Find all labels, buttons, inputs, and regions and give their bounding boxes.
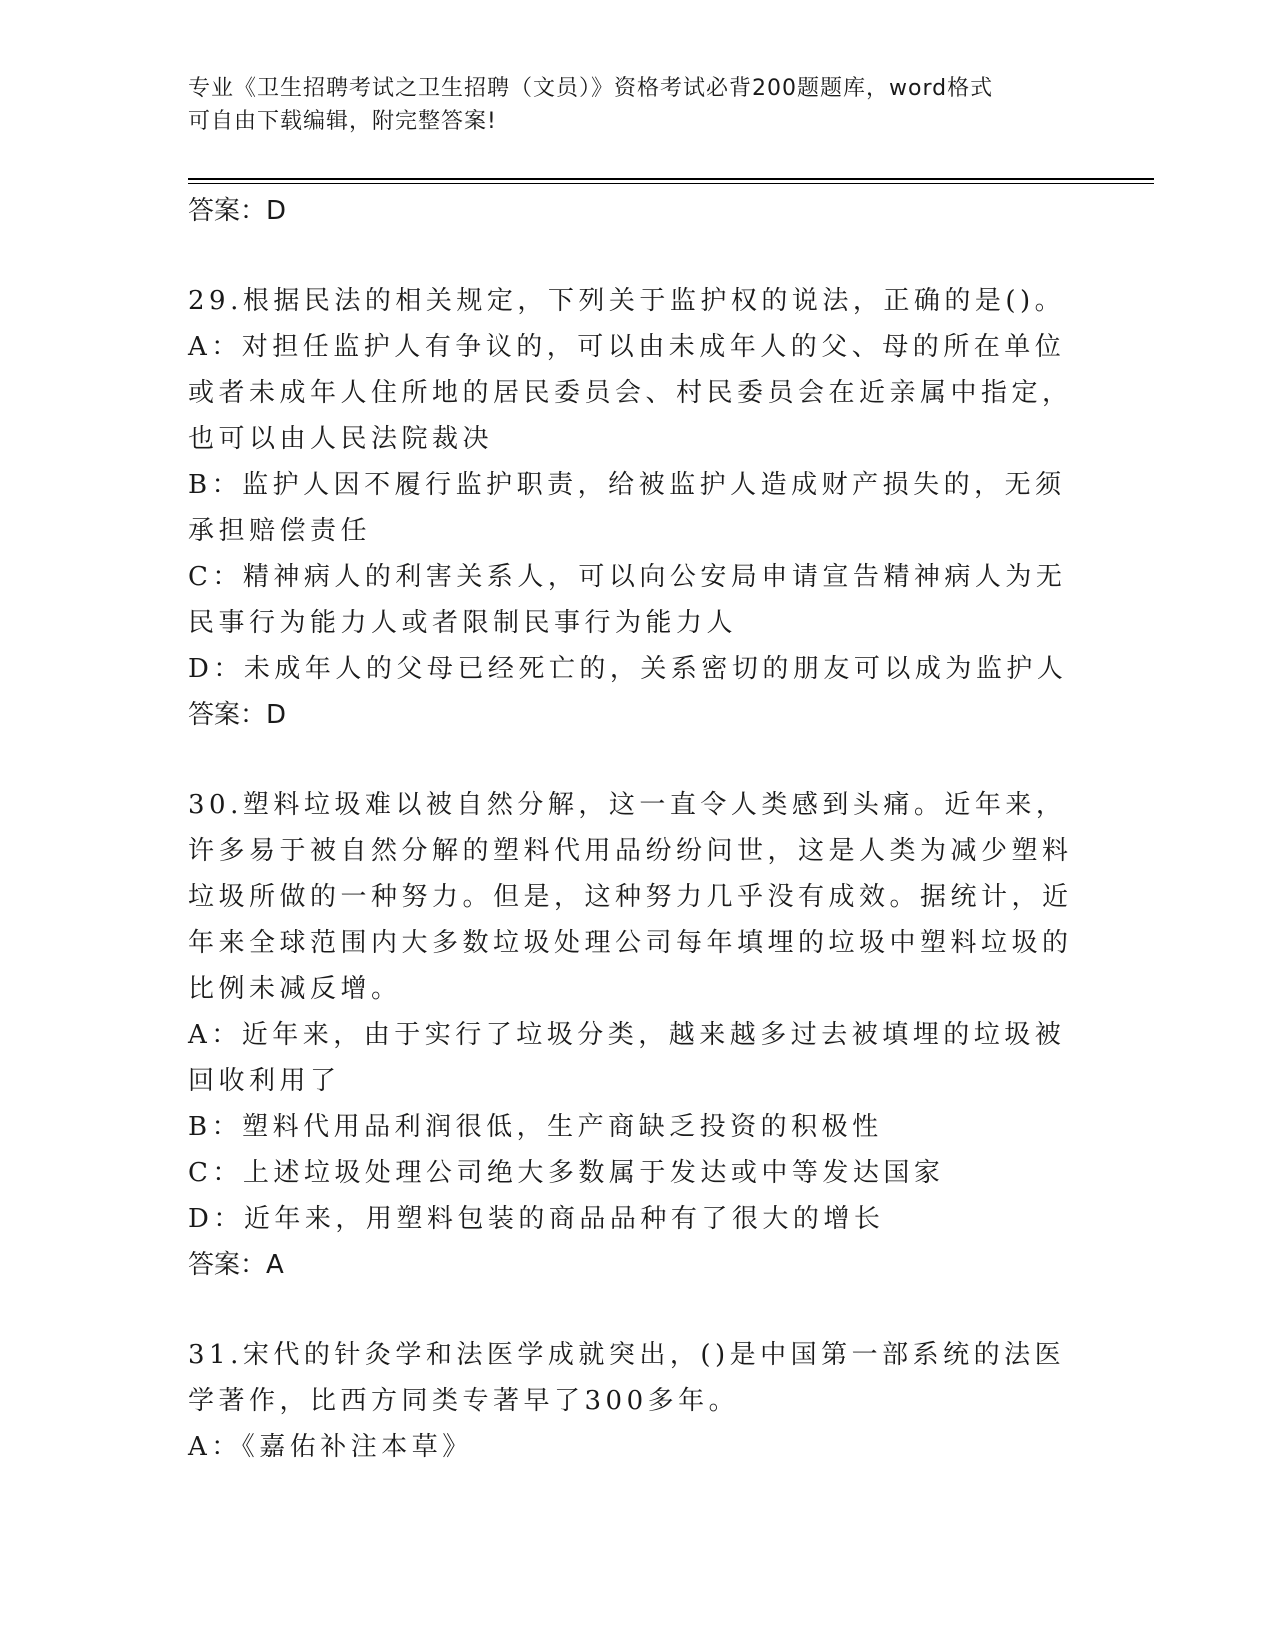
header-line-2: 可自由下载编辑，附完整答案! — [188, 109, 497, 134]
option-b: B：监护人因不履行监护职责，给被监护人造成财产损失的，无须承担赔偿责任 — [188, 470, 1066, 546]
option-c: C：精神病人的利害关系人，可以向公安局申请宣告精神病人为无民事行为能力人或者限制民事行为能力人 — [188, 562, 1067, 638]
option-a: A：《嘉佑补注本草》 — [188, 1432, 473, 1462]
answer-line: 答案：D — [188, 196, 287, 226]
option-d: D：近年来，用塑料包装的商品品种有了很大的增长 — [188, 1204, 885, 1234]
option-b: B：塑料代用品利润很低，生产商缺乏投资的积极性 — [188, 1112, 883, 1142]
option-c: C：上述垃圾处理公司绝大多数属于发达或中等发达国家 — [188, 1158, 945, 1188]
option-a: A：近年来，由于实行了垃圾分类，越来越多过去被填埋的垃圾被回收利用了 — [188, 1020, 1066, 1096]
header-line-1: 专业《卫生招聘考试之卫生招聘（文员）》资格考试必背200题题库，word格式 — [188, 76, 994, 101]
question-text: 31.宋代的针灸学和法医学成就突出，()是中国第一部系统的法医学著作，比西方同类专著早了300多年。 — [188, 1340, 1066, 1416]
answer-line: 答案：A — [188, 1250, 284, 1280]
option-a: A：对担任监护人有争议的，可以由未成年人的父、母的所在单位或者未成年人住所地的居民委员会、村民委员会在近亲属中指定，也可以由人民法院裁决 — [188, 332, 1073, 454]
answer-line: 答案：D — [188, 700, 287, 730]
question-text: 30.塑料垃圾难以被自然分解，这一直令人类感到头痛。近年来，许多易于被自然分解的塑料代用品纷纷问世，这是人类为减少塑料垃圾所做的一种努力。但是，这种努力几乎没有成效。据统计，近年来全球范围内大多数垃圾处理公司每年填埋的垃圾中塑料垃圾的比例未减反增。 — [188, 790, 1073, 1004]
question-list — [188, 188, 1088, 1470]
header-divider — [188, 178, 1154, 180]
question-29 — [188, 278, 1088, 738]
question-31 — [188, 1332, 1088, 1470]
question-30 — [188, 782, 1088, 1288]
page-header — [188, 72, 1088, 138]
header-divider-thin — [188, 183, 1154, 184]
question-text: 29.根据民法的相关规定，下列关于监护权的说法，正确的是()。 — [188, 286, 1066, 316]
option-d: D：未成年人的父母已经死亡的，关系密切的朋友可以成为监护人 — [188, 654, 1068, 684]
